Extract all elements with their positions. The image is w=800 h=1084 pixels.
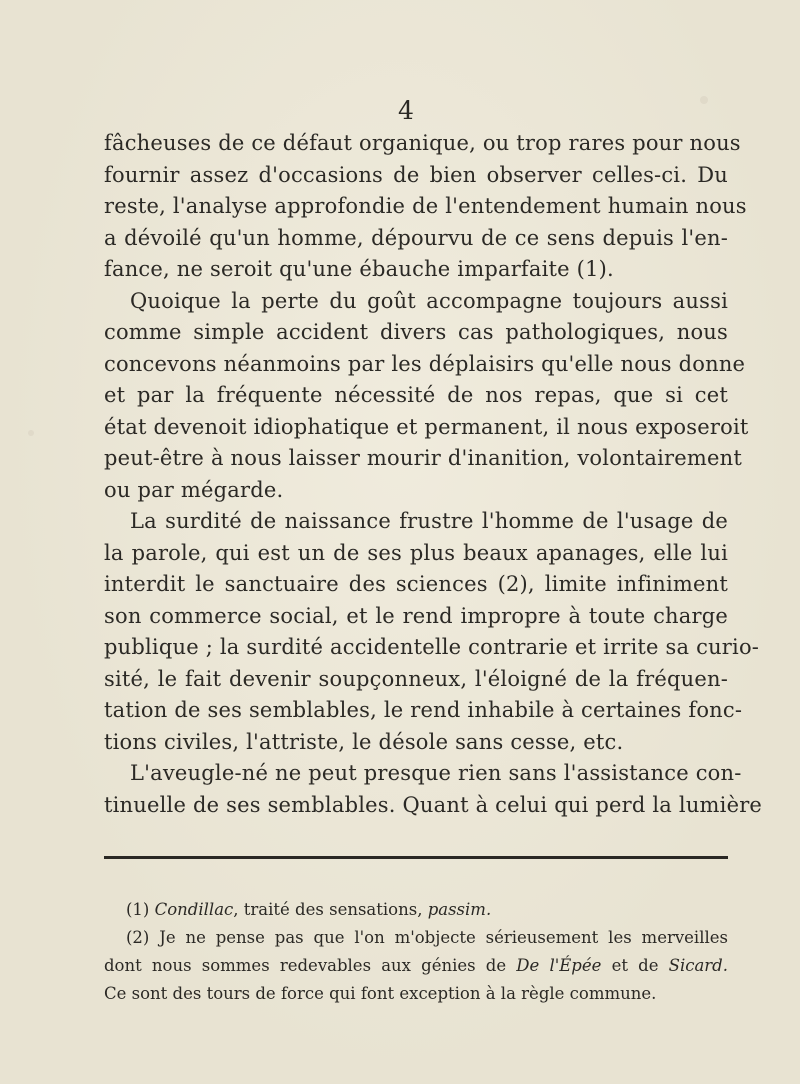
text-line: tinuelle de ses semblables. Quant à celui qui perd la lumière bbox=[104, 792, 763, 817]
paragraph-start-line: La surdité de naissance frustre l'homme de l'usage de bbox=[130, 509, 728, 533]
text-line: état devenoit idiophatique et permanent, il nous exposeroit bbox=[104, 414, 749, 439]
text-line: concevons néanmoins par les déplaisirs qu'elle nous donne bbox=[104, 351, 746, 376]
text-line: reste, l'analyse approfondie de l'entendement humain nous bbox=[104, 194, 747, 218]
footnote-marker: (1) bbox=[126, 900, 150, 919]
footnote-name: Sicard. bbox=[668, 956, 728, 975]
text-line: publique ; la surdité accidentelle contrarie et irrite sa curio- bbox=[104, 635, 760, 659]
footnote-author: Condillac bbox=[154, 900, 234, 919]
page-number: 4 bbox=[398, 96, 414, 125]
text-line: a dévoilé qu'un homme, dépourvu de ce sens depuis l'en- bbox=[104, 225, 728, 250]
footnote-text: , traité des sensations, bbox=[233, 900, 428, 919]
footnote-separator-rule bbox=[104, 856, 728, 859]
text-line: la parole, qui est un de ses plus beaux apanages, elle lui bbox=[104, 540, 728, 565]
text-line: ou par mégarde. bbox=[104, 477, 284, 502]
text-line: interdit le sanctuaire des sciences (2), limite infiniment bbox=[104, 572, 728, 596]
text-line: sité, le fait devenir soupçonneux, l'éloigné de la fréquen- bbox=[104, 666, 728, 691]
footnote-passim: passim. bbox=[427, 900, 492, 919]
text-line: son commerce social, et le rend impropre à toute charge bbox=[104, 603, 728, 628]
paragraph-start-line: L'aveugle-né ne peut presque rien sans l'assistance con- bbox=[130, 761, 742, 785]
text-line: tation de ses semblables, le rend inhabile à certaines fonc- bbox=[104, 698, 743, 722]
footnote-2-line: (2) Je ne pense pas que l'on m'objecte sérieusement les merveilles bbox=[126, 928, 728, 947]
footnote-2-line: Ce sont des tours de force qui font exception à la règle commune. bbox=[104, 984, 657, 1003]
text-line: comme simple accident divers cas pathologiques, nous bbox=[104, 320, 728, 344]
footnote-2-line bbox=[104, 952, 728, 980]
text-line: tions civiles, l'attriste, le désole sans cesse, etc. bbox=[104, 729, 624, 754]
footnote-text: dont nous sommes redevables aux génies de bbox=[104, 956, 517, 975]
ink-spot bbox=[28, 430, 34, 436]
text-line: peut-être à nous laisser mourir d'inanition, volontairement bbox=[104, 446, 743, 470]
ink-spot bbox=[700, 96, 708, 104]
footnote-name: De l'Épée bbox=[516, 956, 602, 975]
text-line: fâcheuses de ce défaut organique, ou trop rares pour nous bbox=[104, 131, 741, 155]
footnote-1 bbox=[104, 896, 728, 924]
footnotes bbox=[104, 896, 728, 1008]
text-line: et par la fréquente nécessité de nos repas, que si cet bbox=[104, 383, 728, 407]
main-text bbox=[104, 128, 763, 821]
paragraph-start-line: Quoique la perte du goût accompagne toujours aussi bbox=[130, 288, 728, 313]
footnote-text: et de bbox=[601, 956, 669, 975]
text-line: fance, ne seroit qu'une ébauche imparfaite (1). bbox=[104, 257, 614, 281]
text-line: fournir assez d'occasions de bien observer celles-ci. Du bbox=[104, 162, 728, 187]
